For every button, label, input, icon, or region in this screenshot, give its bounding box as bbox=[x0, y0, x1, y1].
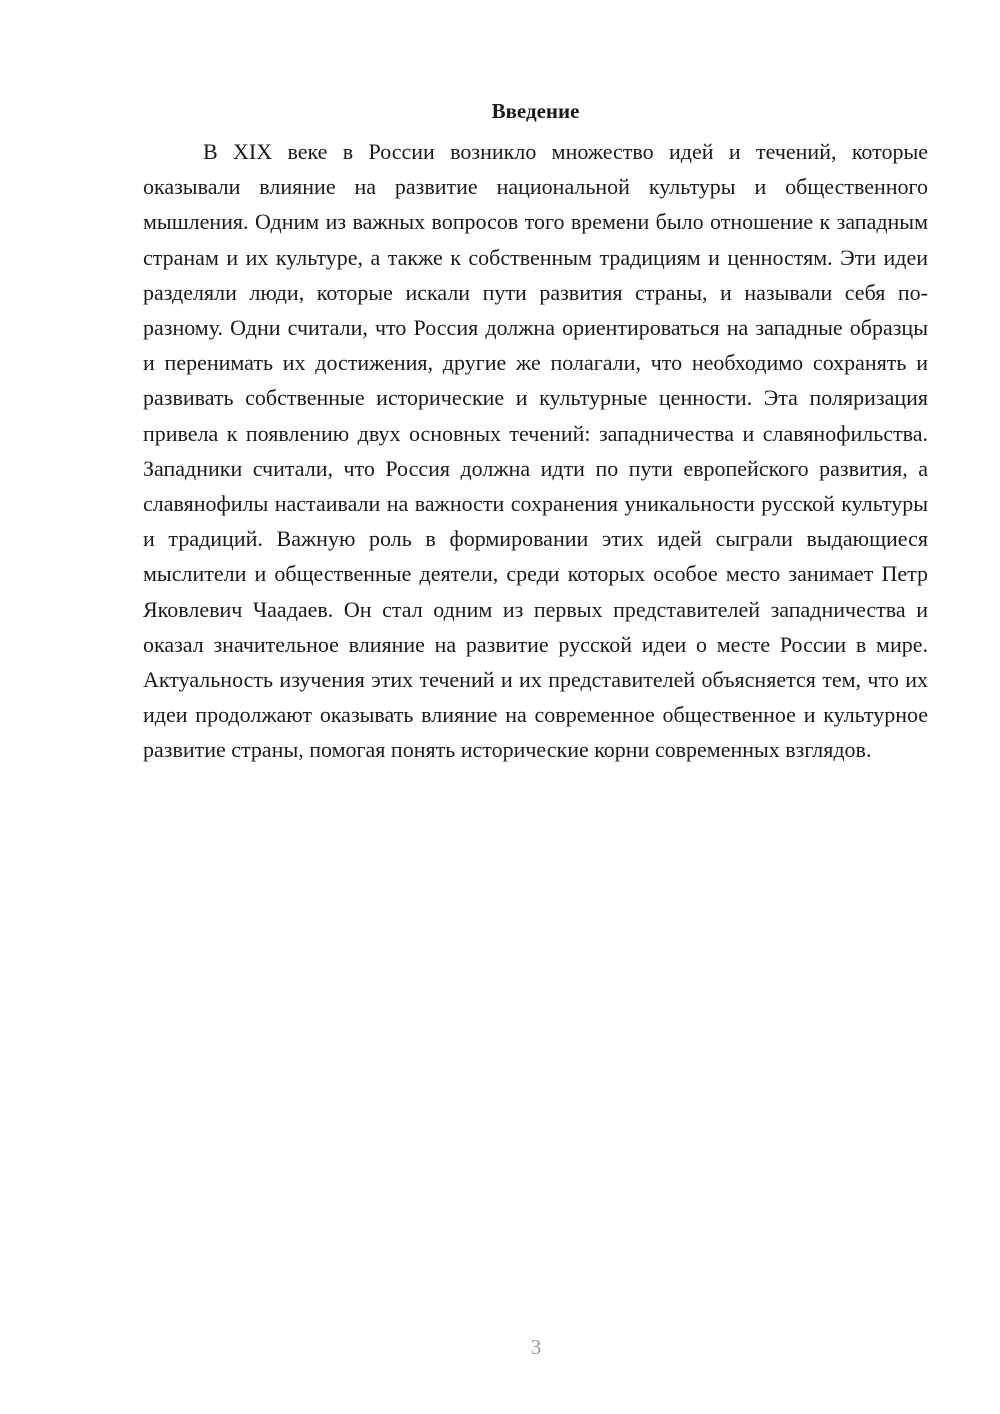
page-content bbox=[143, 96, 928, 768]
section-heading: Введение bbox=[491, 99, 580, 123]
page-number: 3 bbox=[530, 1335, 542, 1359]
body-paragraph: В XIX веке в России возникло множество идей и течений, которые оказывали влияние на развитие национальной культуры и общественного мышления. Одним из важных вопросов того времени было отношение к западным странам и их культуре, а также к собственным традициям и ценностям. Эти идеи разделяли люди, которые искали пути развития страны, и называли себя по-разному. Одни считали, что Россия должна ориентироваться на западные образцы и перенимать их достижения, другие же полагали, что необходимо сохранять и развивать собственные исторические и культурные ценности. Эта поляризация привела к появлению двух основных течений: западничества и славянофильства. Западники считали, что Россия должна идти по пути европейского развития, а славянофилы настаивали на важности сохранения уникальности русской культуры и традиций. Важную роль в формировании этих идей сыграли выдающиеся мыслители и общественные деятели, среди которых особое место занимает Петр Яковлевич Чаадаев. Он стал одним из первых представителей западничества и оказал значительное влияние на развитие русской идеи о месте России в мире. Актуальность изучения этих течений и их представителей объясняется тем, что их идеи продолжают оказывать влияние на современное общественное и культурное развитие страны, помогая понять исторические корни современных взглядов. bbox=[143, 139, 928, 763]
